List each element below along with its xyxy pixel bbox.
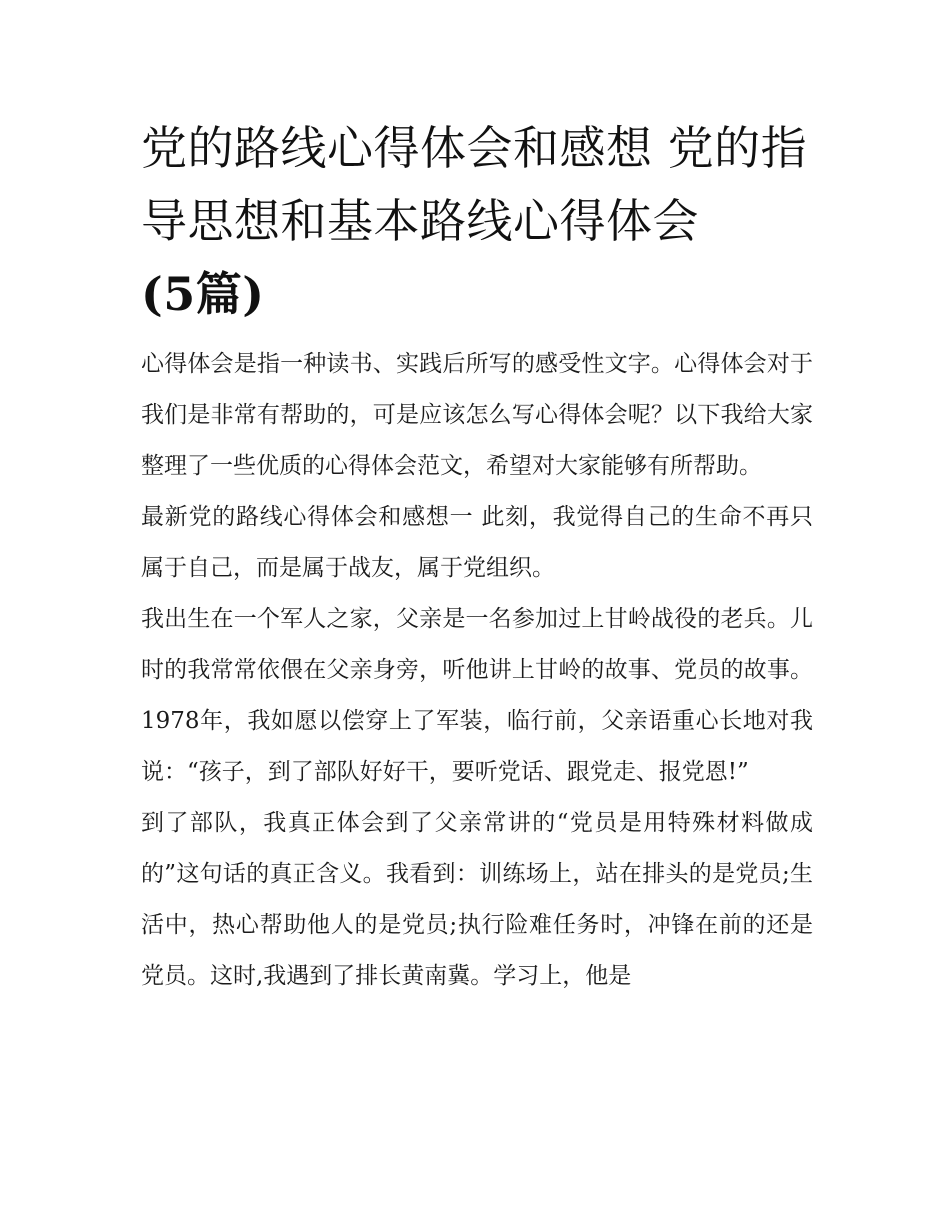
army-experience-paragraph: 到了部队，我真正体会到了父亲常讲的“党员是用特殊材料做成的”这句话的真正含义。我看到：训练场上，站在排头的是党员;生活中，热心帮助他人的是党员;执行险难任务时，冲锋在前的还是党员。这时,我遇到了排长黄南冀。学习上，他是 [141, 810, 813, 989]
essay-one-opening-paragraph: 最新党的路线心得体会和感想一 此刻，我觉得自己的生命不再只属于自己，而是属于战友，属于党组织。 [141, 504, 813, 581]
document-title-count: (5篇) [141, 267, 265, 321]
document-body [141, 339, 813, 1002]
document-title [141, 112, 813, 331]
document-title-main: 党的路线心得体会和感想 党的指导思想和基本路线心得体会 [141, 121, 808, 248]
family-background-paragraph: 我出生在一个军人之家，父亲是一名参加过上甘岭战役的老兵。儿时的我常常依偎在父亲身旁，听他讲上甘岭的故事、党员的故事。1978年，我如愿以偿穿上了军装，临行前，父亲语重心长地对我说：“孩子，到了部队好好干，要听党话、跟党走、报党恩!” [141, 606, 813, 785]
document-page [141, 112, 813, 1002]
intro-paragraph: 心得体会是指一种读书、实践后所写的感受性文字。心得体会对于我们是非常有帮助的，可是应该怎么写心得体会呢？以下我给大家整理了一些优质的心得体会范文，希望对大家能够有所帮助。 [141, 351, 813, 479]
